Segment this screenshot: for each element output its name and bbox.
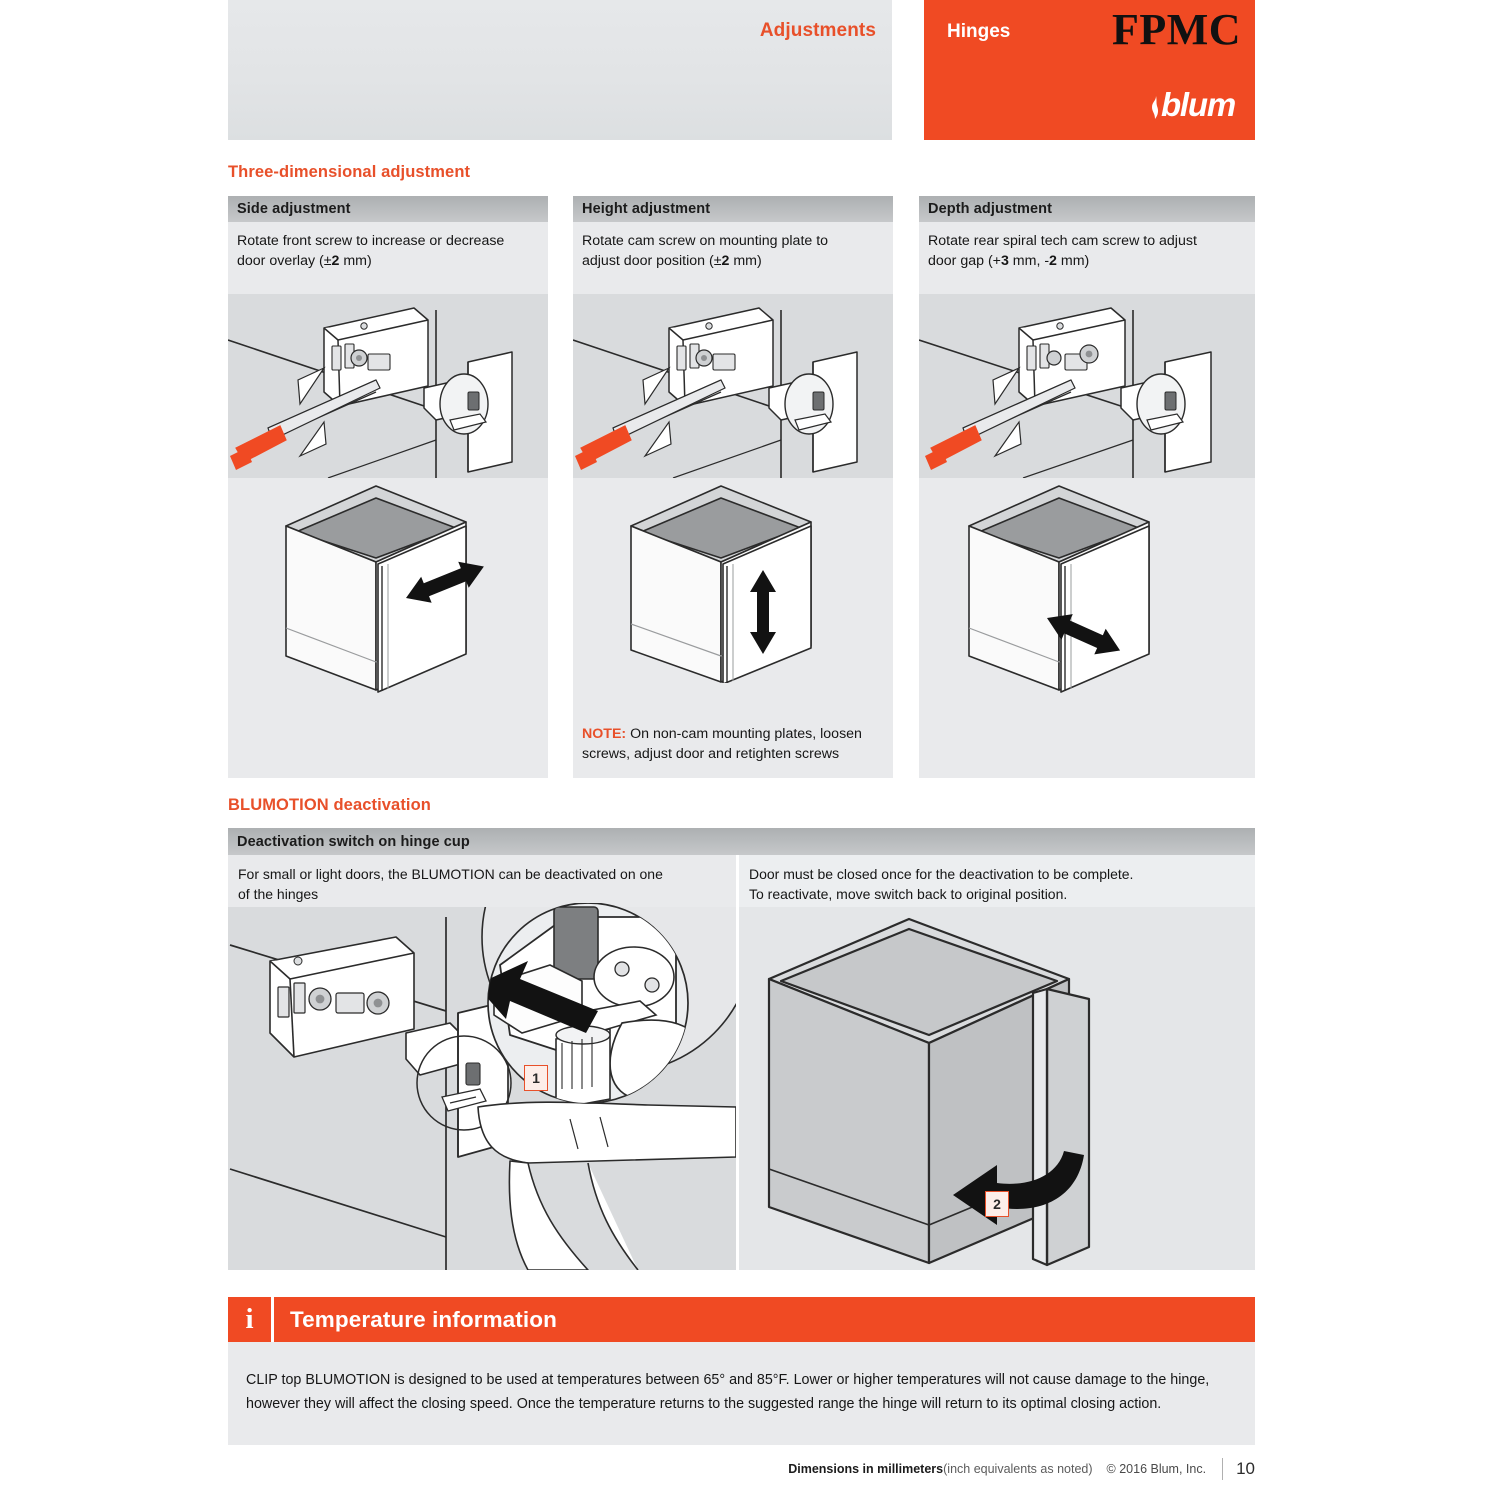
side-body-line1: Rotate front screw to increase or decrease bbox=[237, 233, 505, 249]
blumotion-columns bbox=[228, 855, 1255, 1270]
blumotion-right-column bbox=[739, 855, 1255, 1270]
panel-header-blumotion bbox=[228, 828, 1255, 855]
side-body-line2-post: mm) bbox=[339, 253, 372, 269]
blumotion-left-column bbox=[228, 855, 736, 1270]
depth-body-line2-post: mm) bbox=[1056, 253, 1090, 269]
side-body-line2-pre: door overlay (± bbox=[237, 253, 332, 269]
footer-dimensions-note: (inch equivalents as noted) bbox=[943, 1462, 1093, 1476]
illustration-magnified-switch bbox=[470, 903, 736, 1123]
height-body-line1: Rotate cam screw on mounting plate to bbox=[582, 233, 829, 249]
depth-body-line1: Rotate rear spiral tech cam screw to adjust bbox=[928, 233, 1197, 249]
blum-logo bbox=[1151, 86, 1235, 124]
blum-flame-icon bbox=[1151, 96, 1160, 119]
height-body-line2-pre: adjust door position (± bbox=[582, 253, 722, 269]
depth-body-value-2: 2 bbox=[1049, 253, 1057, 269]
panel-blumotion-deactivation bbox=[228, 828, 1255, 1270]
panel-body-height bbox=[573, 222, 893, 271]
illustration-height-cabinet bbox=[573, 478, 893, 683]
header-catalog-code: FPMC bbox=[1111, 5, 1241, 54]
note-label: NOTE: bbox=[582, 726, 627, 742]
height-note bbox=[582, 724, 882, 764]
header-grey-band bbox=[228, 0, 892, 140]
panel-heading-text: Depth adjustment bbox=[928, 201, 1053, 217]
depth-body-line2-pre: door gap (+ bbox=[928, 253, 1001, 269]
side-body-value: 2 bbox=[331, 253, 340, 269]
temperature-banner bbox=[228, 1297, 1255, 1342]
note-line1: On non-cam mounting plates, loosen bbox=[626, 726, 862, 742]
header-product-label: Hinges bbox=[947, 21, 1011, 42]
blumotion-right-text bbox=[749, 864, 1224, 904]
header-section-label: Adjustments bbox=[759, 20, 876, 41]
blumotion-column-divider bbox=[736, 855, 739, 1270]
panel-heading-text: Deactivation switch on hinge cup bbox=[237, 833, 470, 850]
depth-body-line2-mid: mm, - bbox=[1008, 253, 1050, 269]
blumotion-right-line1: Door must be closed once for the deactivation to be complete. bbox=[749, 866, 1134, 882]
panel-heading-text: Side adjustment bbox=[237, 201, 351, 217]
temperature-body bbox=[228, 1342, 1255, 1445]
height-body-line2-post: mm) bbox=[729, 253, 762, 269]
panel-depth-adjustment bbox=[919, 196, 1255, 778]
panel-heading-text: Height adjustment bbox=[582, 201, 711, 217]
info-icon: i bbox=[228, 1297, 274, 1342]
illustration-depth-hinge bbox=[919, 280, 1255, 478]
blumotion-left-line2: of the hinges bbox=[238, 886, 319, 902]
blumotion-left-line1: For small or light doors, the BLUMOTION can be deactivated on one bbox=[238, 866, 663, 882]
header-orange-block bbox=[924, 0, 1255, 140]
section-title-blumotion: BLUMOTION deactivation bbox=[228, 796, 431, 814]
footer-page-number: 10 bbox=[1236, 1459, 1255, 1478]
callout-1: 1 bbox=[524, 1065, 548, 1091]
page-header bbox=[228, 0, 1255, 143]
temperature-title: Temperature information bbox=[290, 1306, 557, 1332]
footer-copyright: © 2016 Blum, Inc. bbox=[1106, 1462, 1207, 1476]
blumotion-left-text bbox=[238, 864, 705, 904]
illustration-height-hinge bbox=[573, 280, 893, 478]
illustration-side-hinge bbox=[228, 280, 548, 478]
panel-side-adjustment bbox=[228, 196, 548, 778]
panel-header-depth bbox=[919, 196, 1255, 222]
page-footer bbox=[228, 1458, 1255, 1480]
panel-height-adjustment bbox=[573, 196, 893, 778]
panel-header-height bbox=[573, 196, 893, 222]
panel-body-depth bbox=[919, 222, 1255, 271]
height-body-value: 2 bbox=[721, 253, 730, 269]
panel-header-side bbox=[228, 196, 548, 222]
footer-divider bbox=[1222, 1458, 1223, 1480]
panel-body-side bbox=[228, 222, 548, 271]
depth-body-value-1: 3 bbox=[1000, 253, 1009, 269]
section-title-three-dimensional: Three-dimensional adjustment bbox=[228, 163, 471, 181]
illustration-side-cabinet bbox=[228, 478, 548, 693]
blumotion-right-line2: To reactivate, move switch back to original position. bbox=[749, 886, 1068, 902]
illustration-depth-cabinet bbox=[919, 478, 1255, 693]
callout-2: 2 bbox=[985, 1191, 1009, 1217]
footer-dimensions-label: Dimensions in millimeters bbox=[788, 1462, 944, 1476]
blum-wordmark: blum bbox=[1160, 86, 1235, 123]
note-line2: screws, adjust door and retighten screws bbox=[582, 746, 840, 762]
temperature-body-text: CLIP top BLUMOTION is designed to be used at temperatures between 65° and 85°F. Lower or higher temperatures will not cause damage to the hinge, however they will affect the closing speed. Once the temperature returns to the suggested range the hinge will return to its optimal closing action. bbox=[246, 1372, 1210, 1412]
